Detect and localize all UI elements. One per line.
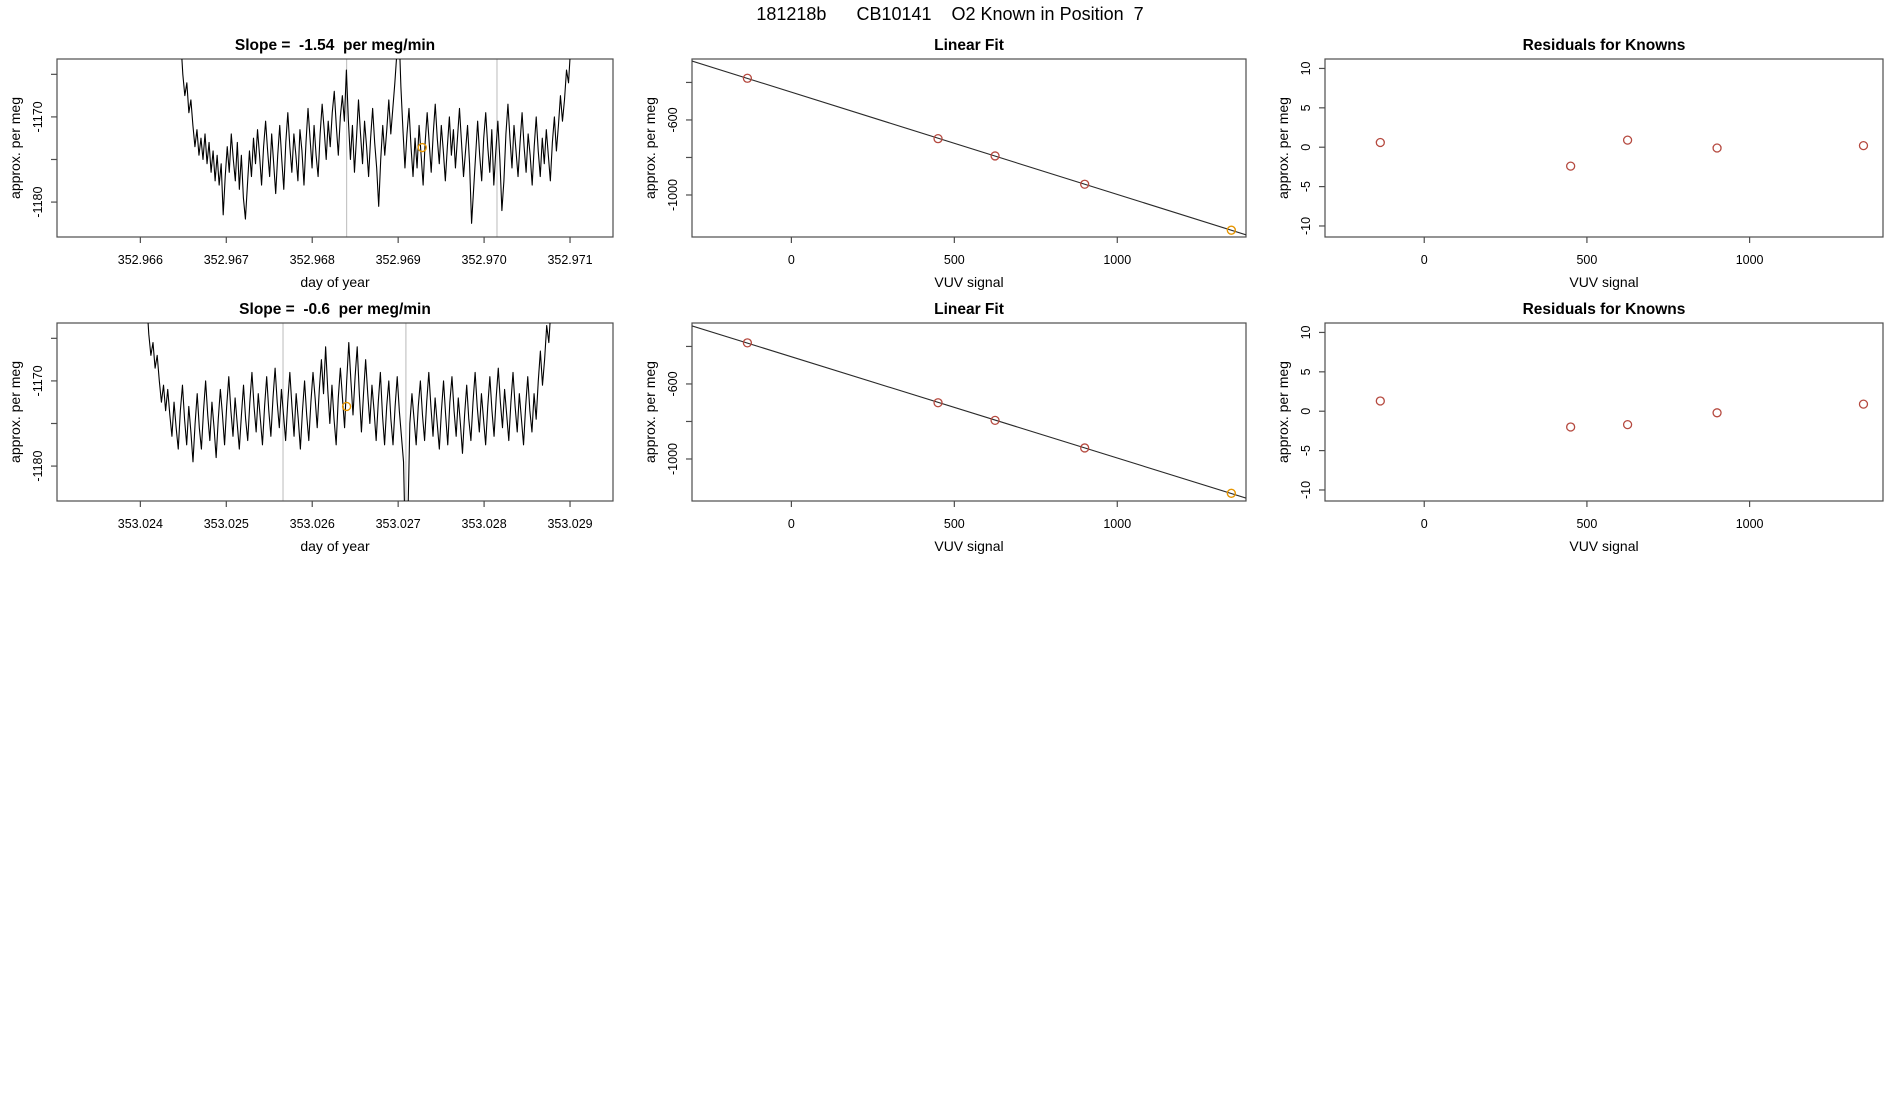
x-tick-label: 0 <box>787 517 795 531</box>
y-tick-label: 5 <box>1299 368 1313 376</box>
y-tick-label: -1170 <box>31 365 45 397</box>
known-point <box>1567 423 1575 431</box>
x-tick-label: 352.971 <box>547 253 593 267</box>
panel-data <box>140 189 559 559</box>
panel-timeseries-run1 <box>7 0 613 290</box>
y-tick-label: 0 <box>1299 407 1313 415</box>
y-tick-label: -1170 <box>30 101 45 133</box>
x-tick-label: 352.969 <box>375 253 421 267</box>
fit-line <box>692 326 1246 498</box>
panel-residuals-run2 <box>1275 301 1883 554</box>
x-tick-label: 0 <box>1420 517 1428 531</box>
known-point <box>1567 162 1575 170</box>
x-tick-label: 352.970 <box>461 253 507 267</box>
known-point <box>1376 138 1384 146</box>
x-tick-label: 352.966 <box>117 253 163 267</box>
x-tick-label: 353.026 <box>289 517 335 531</box>
x-axis-title: day of year <box>300 274 370 290</box>
figure-title: 181218b CB10141 O2 Known in Position 7 <box>756 4 1144 24</box>
panel-title: Linear Fit <box>934 301 1004 318</box>
x-tick-label: 353.028 <box>461 517 507 531</box>
x-axis-title: day of year <box>300 538 370 554</box>
y-axis-title: approx. per meg <box>1275 361 1291 463</box>
known-point <box>1859 400 1867 408</box>
x-tick-label: 353.029 <box>547 517 593 531</box>
panel-data <box>692 61 1246 235</box>
known-point <box>1713 409 1721 417</box>
x-tick-label: 352.968 <box>289 253 335 267</box>
known-point <box>1624 136 1632 144</box>
panel-residuals-run1 <box>1275 37 1883 290</box>
y-tick-label: -5 <box>1299 445 1313 457</box>
x-tick-label: 353.024 <box>117 517 163 531</box>
x-tick-label: 1000 <box>1103 253 1132 267</box>
y-axis-title: approx. per meg <box>7 97 23 199</box>
x-tick-label: 0 <box>787 253 795 267</box>
x-axis-title: VUV signal <box>934 274 1004 290</box>
panel-timeseries-run2 <box>7 186 613 559</box>
y-tick-label: -1000 <box>666 178 680 211</box>
panel-title: Linear Fit <box>934 37 1004 54</box>
y-axis-title: approx. per meg <box>642 97 658 199</box>
x-tick-label: 1000 <box>1735 517 1764 531</box>
y-axis-title: approx. per meg <box>1275 97 1291 199</box>
x-tick-label: 352.967 <box>203 253 249 267</box>
y-tick-label: -600 <box>666 107 680 133</box>
y-tick-label: -1000 <box>666 442 680 475</box>
y-axis-title: approx. per meg <box>7 361 23 463</box>
x-tick-label: 500 <box>943 517 965 531</box>
signal-trace <box>175 0 577 223</box>
x-axis-title: VUV signal <box>934 538 1004 554</box>
panel-data <box>175 0 577 223</box>
x-tick-label: 353.027 <box>375 517 421 531</box>
panel-title: Residuals for Knowns <box>1522 301 1686 318</box>
y-tick-label: -600 <box>666 371 680 397</box>
x-axis-title: VUV signal <box>1569 538 1639 554</box>
x-tick-label: 353.025 <box>203 517 249 531</box>
panel-data <box>692 326 1246 498</box>
y-tick-label: 10 <box>1299 325 1313 340</box>
y-tick-label: 0 <box>1299 143 1313 151</box>
x-tick-label: 500 <box>1576 253 1598 267</box>
y-tick-label: 5 <box>1299 104 1313 112</box>
y-tick-label: -10 <box>1299 480 1313 500</box>
panel-title: Slope = -1.54 per meg/min <box>234 37 436 54</box>
y-tick-label: -10 <box>1299 216 1313 236</box>
plot-box <box>1325 323 1883 501</box>
fit-line <box>692 61 1246 235</box>
known-point <box>1624 421 1632 429</box>
x-tick-label: 500 <box>1576 517 1598 531</box>
x-axis-title: VUV signal <box>1569 274 1639 290</box>
panel-linear-fit-run2 <box>642 301 1246 554</box>
x-tick-label: 1000 <box>1735 253 1764 267</box>
x-tick-label: 1000 <box>1103 517 1132 531</box>
signal-trace <box>140 189 559 559</box>
y-axis-title: approx. per meg <box>642 361 658 463</box>
panel-title: Residuals for Knowns <box>1522 37 1686 54</box>
panel-title: Slope = -0.6 per meg/min <box>239 301 431 318</box>
y-tick-label: -5 <box>1299 181 1313 193</box>
known-point <box>1376 397 1384 405</box>
x-tick-label: 500 <box>943 253 965 267</box>
y-tick-label: 10 <box>1299 61 1313 76</box>
plot-box <box>1325 59 1883 237</box>
unknown-sample-point <box>343 402 351 410</box>
known-point <box>1713 144 1721 152</box>
panel-linear-fit-run1 <box>642 37 1246 290</box>
x-tick-label: 0 <box>1420 253 1428 267</box>
y-tick-label: -1180 <box>31 186 45 218</box>
known-point <box>1859 142 1867 150</box>
y-tick-label: -1180 <box>31 450 45 482</box>
